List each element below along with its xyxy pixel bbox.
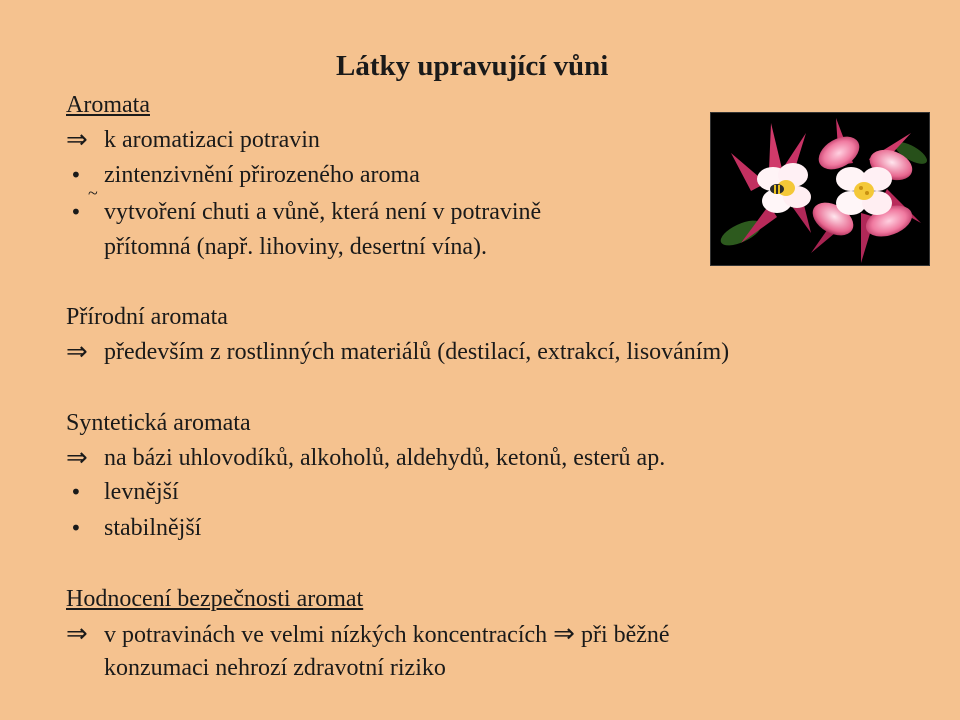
implies-arrow-icon: ⇒: [66, 125, 88, 155]
safety-line-1-b: při běžné: [580, 622, 670, 648]
implies-arrow-icon: ⇒: [66, 443, 88, 473]
natural-heading: Přírodní aromata: [66, 304, 228, 330]
bullet-icon: •: [70, 163, 82, 187]
columbine-flower-photo-icon: [710, 112, 930, 266]
synthetic-bullet-1: levnější: [104, 479, 179, 505]
aromata-heading: Aromata: [66, 92, 150, 118]
safety-line-1: [104, 619, 670, 650]
bullet-icon: •: [70, 516, 82, 540]
synthetic-bullet-2: stabilnější: [104, 515, 202, 541]
flower-illustration: [711, 113, 929, 265]
safety-line-1-a: v potravinách ve velmi nízkých koncentracích: [104, 622, 548, 648]
tilde-mark-icon: ~: [88, 183, 98, 203]
implies-arrow-icon: ⇒: [66, 619, 88, 649]
synthetic-heading: Syntetická aromata: [66, 410, 251, 436]
aromata-bullet-1: zintenzivnění přirozeného aroma: [104, 162, 420, 188]
aromata-arrow-item: k aromatizaci potravin: [104, 127, 320, 153]
synthetic-arrow-item: na bázi uhlovodíků, alkoholů, aldehydů, ketonů, esterů ap.: [104, 445, 666, 471]
aromata-bullet-2-line-1: vytvoření chuti a vůně, která není v potravině: [104, 199, 542, 225]
slide-title: Látky upravující vůni: [336, 50, 609, 82]
implies-arrow-icon: ⇒: [66, 337, 88, 367]
natural-arrow-item: především z rostlinných materiálů (destilací, extrakcí, lisováním): [104, 339, 730, 365]
aromata-bullet-2-line-2: přítomná (např. lihoviny, desertní vína).: [104, 234, 488, 260]
safety-line-2: konzumaci nehrozí zdravotní riziko: [104, 655, 446, 681]
implies-arrow-icon: ⇒: [553, 619, 575, 649]
safety-heading: Hodnocení bezpečnosti aromat: [66, 586, 364, 612]
bullet-icon: •: [70, 480, 82, 504]
bullet-icon: •: [70, 200, 82, 224]
